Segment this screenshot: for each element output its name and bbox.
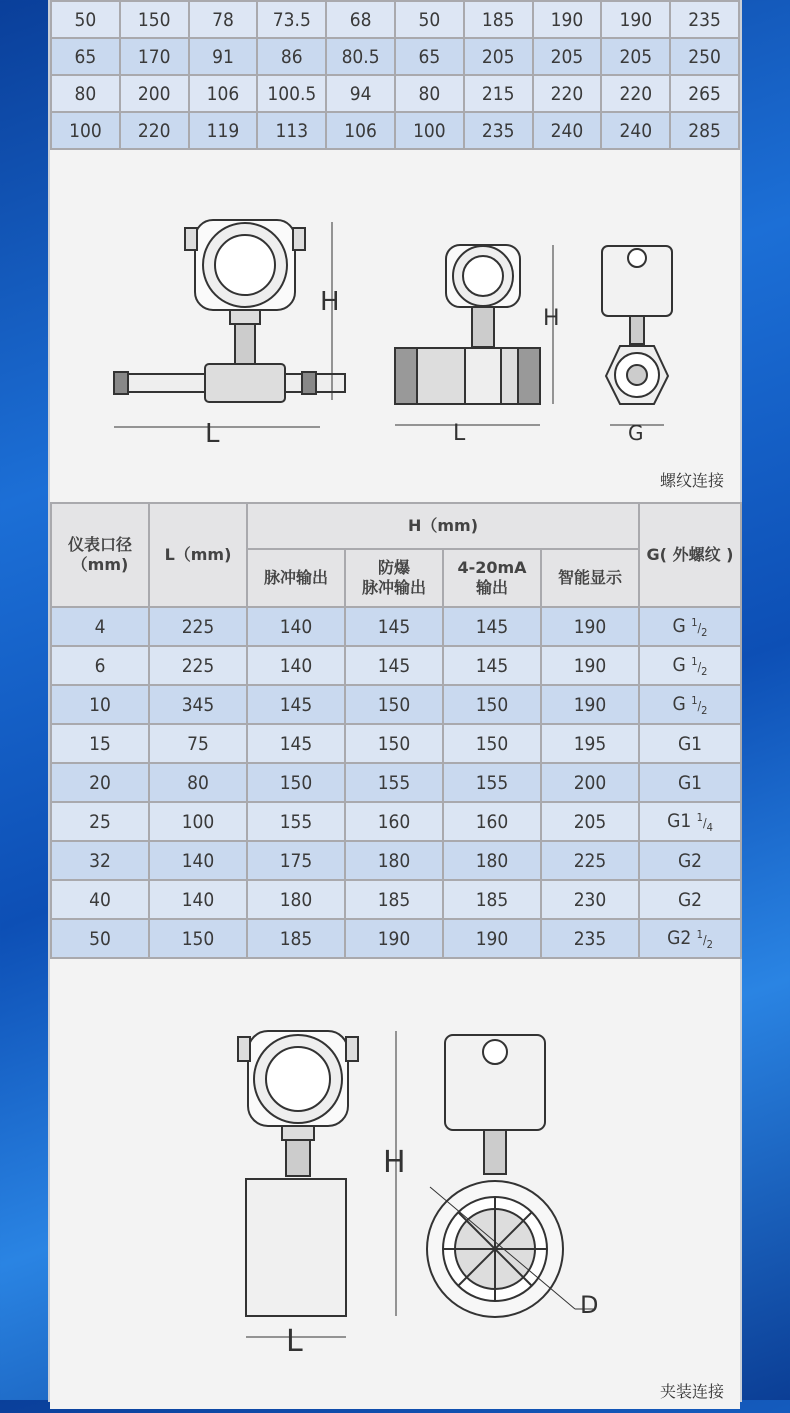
table-cell: 80.5 [326,38,395,75]
table-cell: 113 [257,112,326,149]
table-cell: 185 [247,919,345,958]
table-row [51,880,741,919]
clamp-caption: 夹装连接 [659,1382,724,1401]
table-cell: 140 [149,841,247,880]
table-cell: 140 [247,607,345,646]
table-cell: 80 [51,75,120,112]
threaded-dim-h-middle: H [543,306,560,331]
thread-size-cell: G1 $^1/_4$ [639,802,741,841]
table-cell: 190 [345,919,443,958]
table-cell: 285 [670,112,739,149]
thread-size-cell: G1 [639,724,741,763]
table-cell: 65 [51,38,120,75]
table-row [51,841,741,880]
table-cell: 50 [51,919,149,958]
table-cell: 86 [257,38,326,75]
table-cell: 150 [345,685,443,724]
table-cell: 160 [345,802,443,841]
header-g: G( 外螺纹 ) [639,503,741,607]
table-cell: 94 [326,75,395,112]
table-cell: 6 [51,646,149,685]
threaded-caption: 螺纹连接 [659,471,724,490]
table-cell: 140 [149,880,247,919]
table-cell: 185 [345,880,443,919]
table-cell: 195 [541,724,639,763]
threaded-dim-l-middle: L [453,421,466,446]
table-cell: 145 [443,607,541,646]
table-row [51,685,741,724]
table-row [51,38,739,75]
table-cell: 180 [345,841,443,880]
table-cell: 155 [345,763,443,802]
thread-size-cell: G $^1/_2$ [639,607,741,646]
table-cell: 68 [326,1,395,38]
table-row [51,763,741,802]
table-cell: 205 [464,38,533,75]
threaded-dim-g: G [628,421,644,445]
spec-sheet [50,0,740,1400]
table-cell: 265 [670,75,739,112]
table-row [51,1,739,38]
table-cell: 150 [345,724,443,763]
table-cell: 145 [247,685,345,724]
table-cell: 80 [395,75,464,112]
table-cell: 106 [189,75,258,112]
table-cell: 170 [120,38,189,75]
table-cell: 345 [149,685,247,724]
thread-size-cell: G $^1/_2$ [639,685,741,724]
clamp-drawing [50,959,740,1409]
threaded-connection-figure [50,150,740,502]
table-cell: 145 [345,607,443,646]
table-cell: 160 [443,802,541,841]
clamp-connection-figure [50,959,740,1409]
table-cell: 240 [533,112,602,149]
table-row [51,724,741,763]
table-cell: 100.5 [257,75,326,112]
table-cell: 73.5 [257,1,326,38]
table-cell: 240 [601,112,670,149]
table-cell: 185 [443,880,541,919]
threaded-dim-l-left: L [205,419,220,449]
table-cell: 225 [541,841,639,880]
table-cell: 220 [533,75,602,112]
table-cell: 145 [443,646,541,685]
header-l: L（mm) [149,503,247,607]
table-cell: 200 [120,75,189,112]
table-cell: 235 [670,1,739,38]
header-4-20ma-output: 4-20mA 输出 [443,549,541,607]
table-cell: 190 [541,646,639,685]
table-cell: 205 [541,802,639,841]
table-cell: 225 [149,646,247,685]
header-diameter: 仪表口径 （mm) [51,503,149,607]
table-cell: 175 [247,841,345,880]
table-cell: 91 [189,38,258,75]
thread-size-cell: G2 $^1/_2$ [639,919,741,958]
table-cell: 190 [533,1,602,38]
table-cell: 215 [464,75,533,112]
thread-size-cell: G2 [639,841,741,880]
clamp-dim-h: H [383,1145,406,1180]
header-pulse-output: 脉冲输出 [247,549,345,607]
table-row [51,919,741,958]
table-cell: 100 [395,112,464,149]
table-cell: 180 [443,841,541,880]
table-cell: 190 [541,607,639,646]
threaded-dim-h-left: H [320,287,340,317]
dimension-table-flange [50,0,740,150]
header-h: H（mm) [247,503,639,549]
table-cell: 190 [541,685,639,724]
table-row [51,646,741,685]
table-cell: 150 [149,919,247,958]
clamp-dim-l: L [286,1324,303,1359]
table-cell: 205 [601,38,670,75]
clamp-dim-d: D [580,1291,599,1319]
table-row [51,112,739,149]
table-cell: 150 [120,1,189,38]
thread-size-cell: G1 [639,763,741,802]
table-cell: 75 [149,724,247,763]
table-row [51,802,741,841]
table-cell: 185 [464,1,533,38]
table-cell: 230 [541,880,639,919]
thread-size-cell: G2 [639,880,741,919]
table-cell: 190 [601,1,670,38]
table-cell: 220 [120,112,189,149]
table-cell: 119 [189,112,258,149]
table-cell: 65 [395,38,464,75]
table-cell: 10 [51,685,149,724]
table-cell: 20 [51,763,149,802]
table-cell: 155 [443,763,541,802]
table-cell: 80 [149,763,247,802]
table-cell: 25 [51,802,149,841]
table-cell: 235 [541,919,639,958]
table-cell: 4 [51,607,149,646]
table-cell: 145 [345,646,443,685]
table-row [51,607,741,646]
table-cell: 150 [443,724,541,763]
table-cell: 205 [533,38,602,75]
table-cell: 180 [247,880,345,919]
table-cell: 150 [443,685,541,724]
header-ex-pulse-output: 防爆 脉冲输出 [345,549,443,607]
table-cell: 250 [670,38,739,75]
thread-size-cell: G $^1/_2$ [639,646,741,685]
header-smart-display: 智能显示 [541,549,639,607]
threaded-drawing [50,150,740,502]
table-row [51,75,739,112]
dimension-table-threaded [50,502,742,959]
table-cell: 32 [51,841,149,880]
table-cell: 140 [247,646,345,685]
table-cell: 40 [51,880,149,919]
table-cell: 78 [189,1,258,38]
table-cell: 220 [601,75,670,112]
table-cell: 100 [51,112,120,149]
table-cell: 50 [51,1,120,38]
table-cell: 150 [247,763,345,802]
table-cell: 50 [395,1,464,38]
table-cell: 15 [51,724,149,763]
table-cell: 200 [541,763,639,802]
table-cell: 235 [464,112,533,149]
table-cell: 190 [443,919,541,958]
table-cell: 225 [149,607,247,646]
table-cell: 155 [247,802,345,841]
table-cell: 145 [247,724,345,763]
table-cell: 106 [326,112,395,149]
table-cell: 100 [149,802,247,841]
